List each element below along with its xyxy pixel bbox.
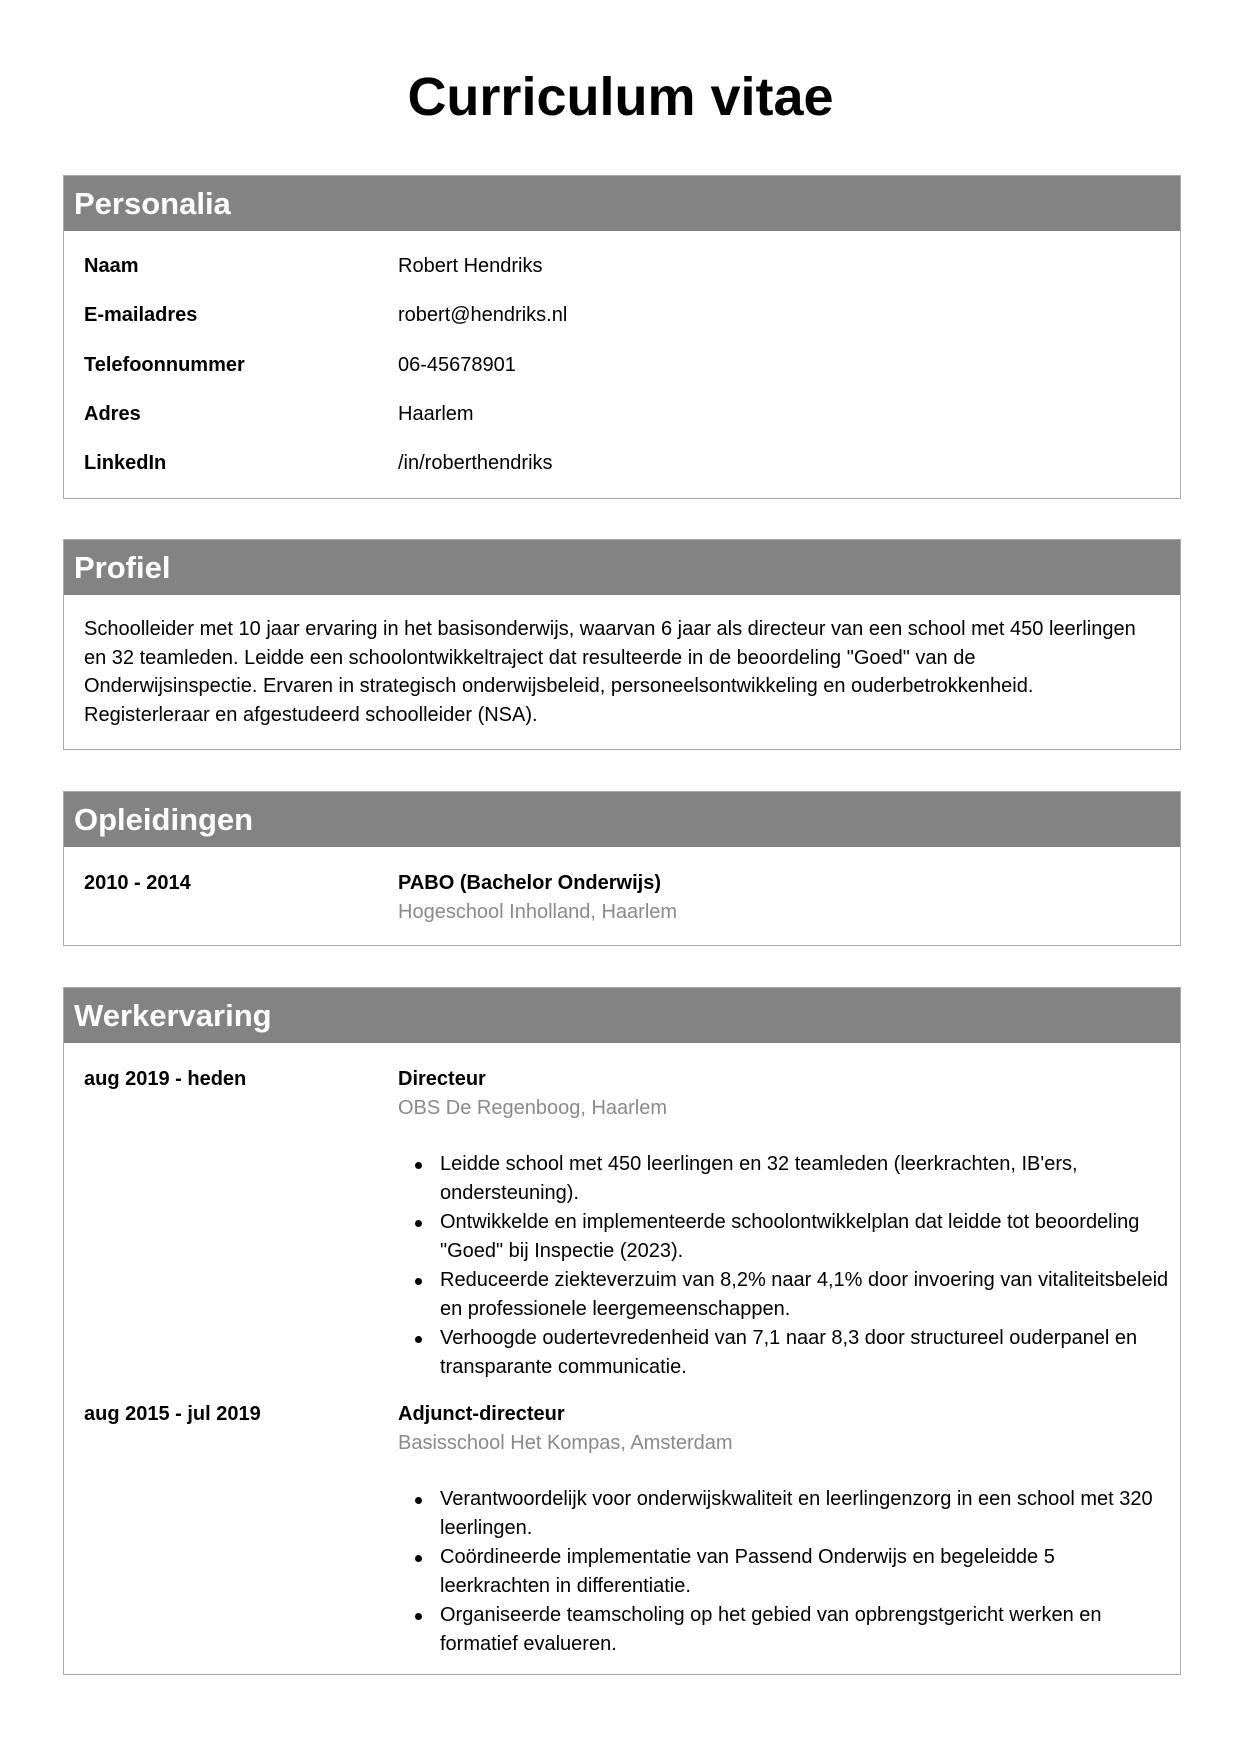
list-item: Reduceerde ziekteverzuim van 8,2% naar 4,1% door invoering van vitaliteitsbeleid en professionele leergemeenschappen.	[440, 1266, 1170, 1324]
education-period: 2010 - 2014	[84, 872, 191, 894]
list-item: Ontwikkelde en implementeerde schoolontwikkelplan dat leidde tot beoordeling "Goed" bij Inspectie (2023).	[440, 1208, 1170, 1266]
list-item: Leidde school met 450 leerlingen en 32 teamleden (leerkrachten, IB'ers, ondersteuning).	[440, 1150, 1170, 1208]
address-label: Adres	[84, 403, 141, 425]
job-employer: OBS De Regenboog, Haarlem	[398, 1097, 668, 1119]
job-period: aug 2015 - jul 2019	[84, 1403, 261, 1425]
profiel-header: Profiel	[64, 540, 1180, 595]
job-period: aug 2019 - heden	[84, 1068, 247, 1090]
email-label: E-mailadres	[84, 304, 198, 326]
list-item: Coördineerde implementatie van Passend Onderwijs en begeleidde 5 leerkrachten in differentiatie.	[440, 1543, 1170, 1601]
job-bullets	[398, 1485, 1170, 1659]
name-value: Robert Hendriks	[398, 255, 543, 277]
personalia-section	[63, 175, 1181, 499]
opleidingen-section	[63, 791, 1181, 946]
linkedin-label: LinkedIn	[84, 452, 167, 474]
profiel-section	[63, 539, 1181, 750]
address-value: Haarlem	[398, 403, 474, 425]
linkedin-value: /in/roberthendriks	[398, 452, 553, 474]
job-bullets	[398, 1150, 1170, 1382]
name-label: Naam	[84, 255, 139, 277]
profile-text: Schoolleider met 10 jaar ervaring in het basisonderwijs, waarvan 6 jaar als directeur van een school met 450 leerlingen en 32 teamleden. Leidde een schoolontwikkeltraject dat resulteerde in de beoordeling "Goed" van de Onderwijsinspectie. Ervaren in strategisch onderwijsbeleid, personeelsontwikkeling en ouderbetrokkenheid. Registerleraar en afgestudeerd schoolleider (NSA).	[84, 618, 1136, 726]
werkervaring-section	[63, 987, 1181, 1675]
page-title: Curriculum vitae	[407, 67, 834, 127]
job-title: Adjunct-directeur	[398, 1403, 565, 1425]
job-title: Directeur	[398, 1068, 486, 1090]
phone-value: 06-45678901	[398, 354, 516, 376]
list-item: Organiseerde teamscholing op het gebied van opbrengstgericht werken en formatief evalueren.	[440, 1601, 1170, 1659]
list-item: Verhoogde oudertevredenheid van 7,1 naar 8,3 door structureel ouderpanel en transparante communicatie.	[440, 1324, 1170, 1382]
personalia-header: Personalia	[64, 176, 1180, 231]
list-item: Verantwoordelijk voor onderwijskwaliteit en leerlingenzorg in een school met 320 leerlingen.	[440, 1485, 1170, 1543]
email-value: robert@hendriks.nl	[398, 304, 568, 326]
education-title: PABO (Bachelor Onderwijs)	[398, 872, 662, 894]
education-institution: Hogeschool Inholland, Haarlem	[398, 901, 678, 923]
job-employer: Basisschool Het Kompas, Amsterdam	[398, 1432, 733, 1454]
phone-label: Telefoonnummer	[84, 354, 245, 376]
werkervaring-header: Werkervaring	[64, 988, 1180, 1043]
opleidingen-header: Opleidingen	[64, 792, 1180, 847]
